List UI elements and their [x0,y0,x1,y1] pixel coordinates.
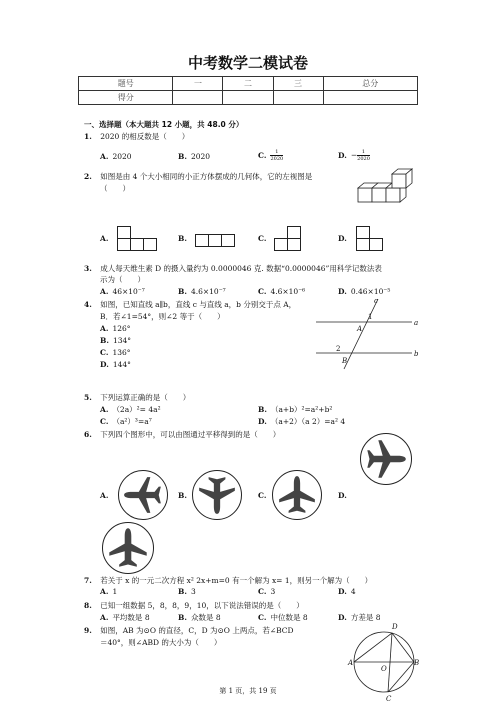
option-c[interactable]: C. [258,491,267,500]
question-6: 6. 下列四个图形中，可以由图通过平移得到的是（ ） [84,430,281,439]
option-d[interactable]: D. [338,234,347,243]
view-square [143,238,157,251]
page-title: 中考数学二模试卷 [187,54,308,72]
section-heading: 一、选择题（本大题共 12 小题，共 48.0 分） [84,120,244,129]
question-8: 8. 已知一组数据 5，8，8，9，10，以下说法错误的是（ ） [84,601,304,610]
option-d[interactable]: D. 4 [338,587,356,596]
option-d[interactable]: D. − $\frac{1}{2020}$ [338,149,370,162]
view-square [356,238,370,251]
view-square [195,234,209,247]
fraction: $\frac{1}{2020}$ [357,149,370,162]
cube-figure [356,172,418,206]
option-a[interactable]: A. 平均数是 8 [100,613,150,622]
label-point-a: A [357,325,363,333]
question-1 [84,131,189,142]
label-angle-2: 2 [336,345,341,353]
option-d[interactable]: D. （a+2）（a 2）=a² 4 [258,417,346,426]
page-footer: 第 1 页，共 19 页 [219,687,277,695]
view-square [130,238,144,251]
option-b[interactable]: B. [178,234,187,243]
plane-icon [103,523,153,573]
option-b-circle [192,470,242,520]
label-o: O [381,665,387,673]
score-cell [173,91,223,105]
option-a[interactable]: A. [100,234,109,243]
option-c[interactable]: C. 3 [258,587,276,596]
question-5: 5. 下列运算正确的是（ ） [84,393,191,402]
view-square [287,238,301,251]
option-a[interactable]: A. [100,491,109,500]
question-text: 2020 的相反数是（ ） [100,132,190,141]
parallel-lines-figure [312,295,420,371]
score-header-cell: 一 [173,77,223,91]
option-d[interactable]: D. 方差是 8 [338,613,381,622]
label-angle-1: 1 [368,313,373,321]
option-c[interactable]: C. 4.6×10⁻⁶ [258,287,306,296]
option-c[interactable]: C. 136° [100,348,131,357]
line-c [344,299,378,369]
option-b[interactable]: B. 3 [178,587,196,596]
label-a: A [348,659,354,667]
score-header-cell: 三 [273,77,323,91]
option-b[interactable]: B. 2020 [178,152,211,161]
option-a[interactable]: A. 1 [100,587,118,596]
option-b[interactable]: B. （a+b）²=a²+b² [258,405,333,414]
score-table [78,76,418,105]
option-d[interactable]: D. [338,491,347,500]
question-2: 2. 如图是由 4 个大小相同的小正方体摆成的几何体，它的左视图是 [84,172,313,181]
option-c-circle [272,470,322,520]
option-c[interactable]: C. $\frac{1}{2020}$ [258,149,284,162]
option-a[interactable]: A. 2020 [100,152,132,161]
score-header-cell: 总分 [323,77,417,91]
label-point-b: B [342,357,348,365]
score-row-label: 得分 [79,91,173,105]
option-d[interactable]: D. 0.46×10⁻⁵ [338,287,391,296]
view-square [369,238,383,251]
option-b[interactable]: B. 4.6×10⁻⁷ [178,287,226,296]
option-a[interactable]: A. 126° [100,324,131,333]
option-c[interactable]: C. （a²）³=a⁷ [100,417,152,426]
label-c: C [386,695,392,702]
option-d-circle [102,522,154,574]
label-b: B [414,659,420,667]
label-d: D [392,623,398,631]
option-c[interactable]: C. [258,234,267,243]
reference-plane-circle [360,433,412,485]
score-cell [323,91,417,105]
option-a-circle [118,470,168,520]
option-a[interactable]: A. 46×10⁻⁷ [100,287,145,296]
plane-icon [119,471,167,519]
plane-icon [273,471,321,519]
option-b[interactable]: B. [178,491,187,500]
label-a: a [414,319,419,327]
score-header-cell: 题号 [79,77,173,91]
option-b[interactable]: B. 众数是 8 [178,613,221,622]
option-c[interactable]: C. 中位数是 8 [258,613,308,622]
view-square [117,238,131,251]
score-header-cell: 二 [223,77,273,91]
plane-icon [361,434,411,484]
option-a[interactable]: A. （2a）²= 4a² [100,405,161,414]
score-cell [273,91,323,105]
view-square [274,238,288,251]
option-b[interactable]: B. 134° [100,336,132,345]
question-9: 9. 如图，AB 为⊙O 的直径，C，D 为⊙O 上两点，若∠BCD [84,626,294,635]
question-text: B．若∠1=54°，则∠2 等于（ ） [100,312,225,321]
question-text: 示为（ ） [100,275,145,284]
question-paren: （ ） [100,184,130,193]
view-square [208,234,222,247]
question-text: ＝40°，则∠ABD 的大小为（ ） [100,638,222,647]
fraction: $\frac{1}{2020}$ [270,149,284,162]
score-cell [223,91,273,105]
question-7: 7. 若关于 x 的一元二次方程 x² 2x+m=0 有一个解为 x= 1，则另一个解为（ ） [84,576,373,585]
label-c: c [374,297,378,305]
question-number: 1. [84,132,92,141]
plane-icon [193,471,241,519]
question-4: 4. 如图，已知直线 a∥b，直线 c 与直线 a，b 分别交于点 A， [84,300,297,309]
view-square [221,234,235,247]
label-b: b [414,350,419,358]
question-3: 3. 成人每天维生素 D 的摄入量约为 0.0000046 克. 数据“0.0000046”用科学记数法表 [84,264,382,273]
option-d[interactable]: D. 144° [100,360,131,369]
